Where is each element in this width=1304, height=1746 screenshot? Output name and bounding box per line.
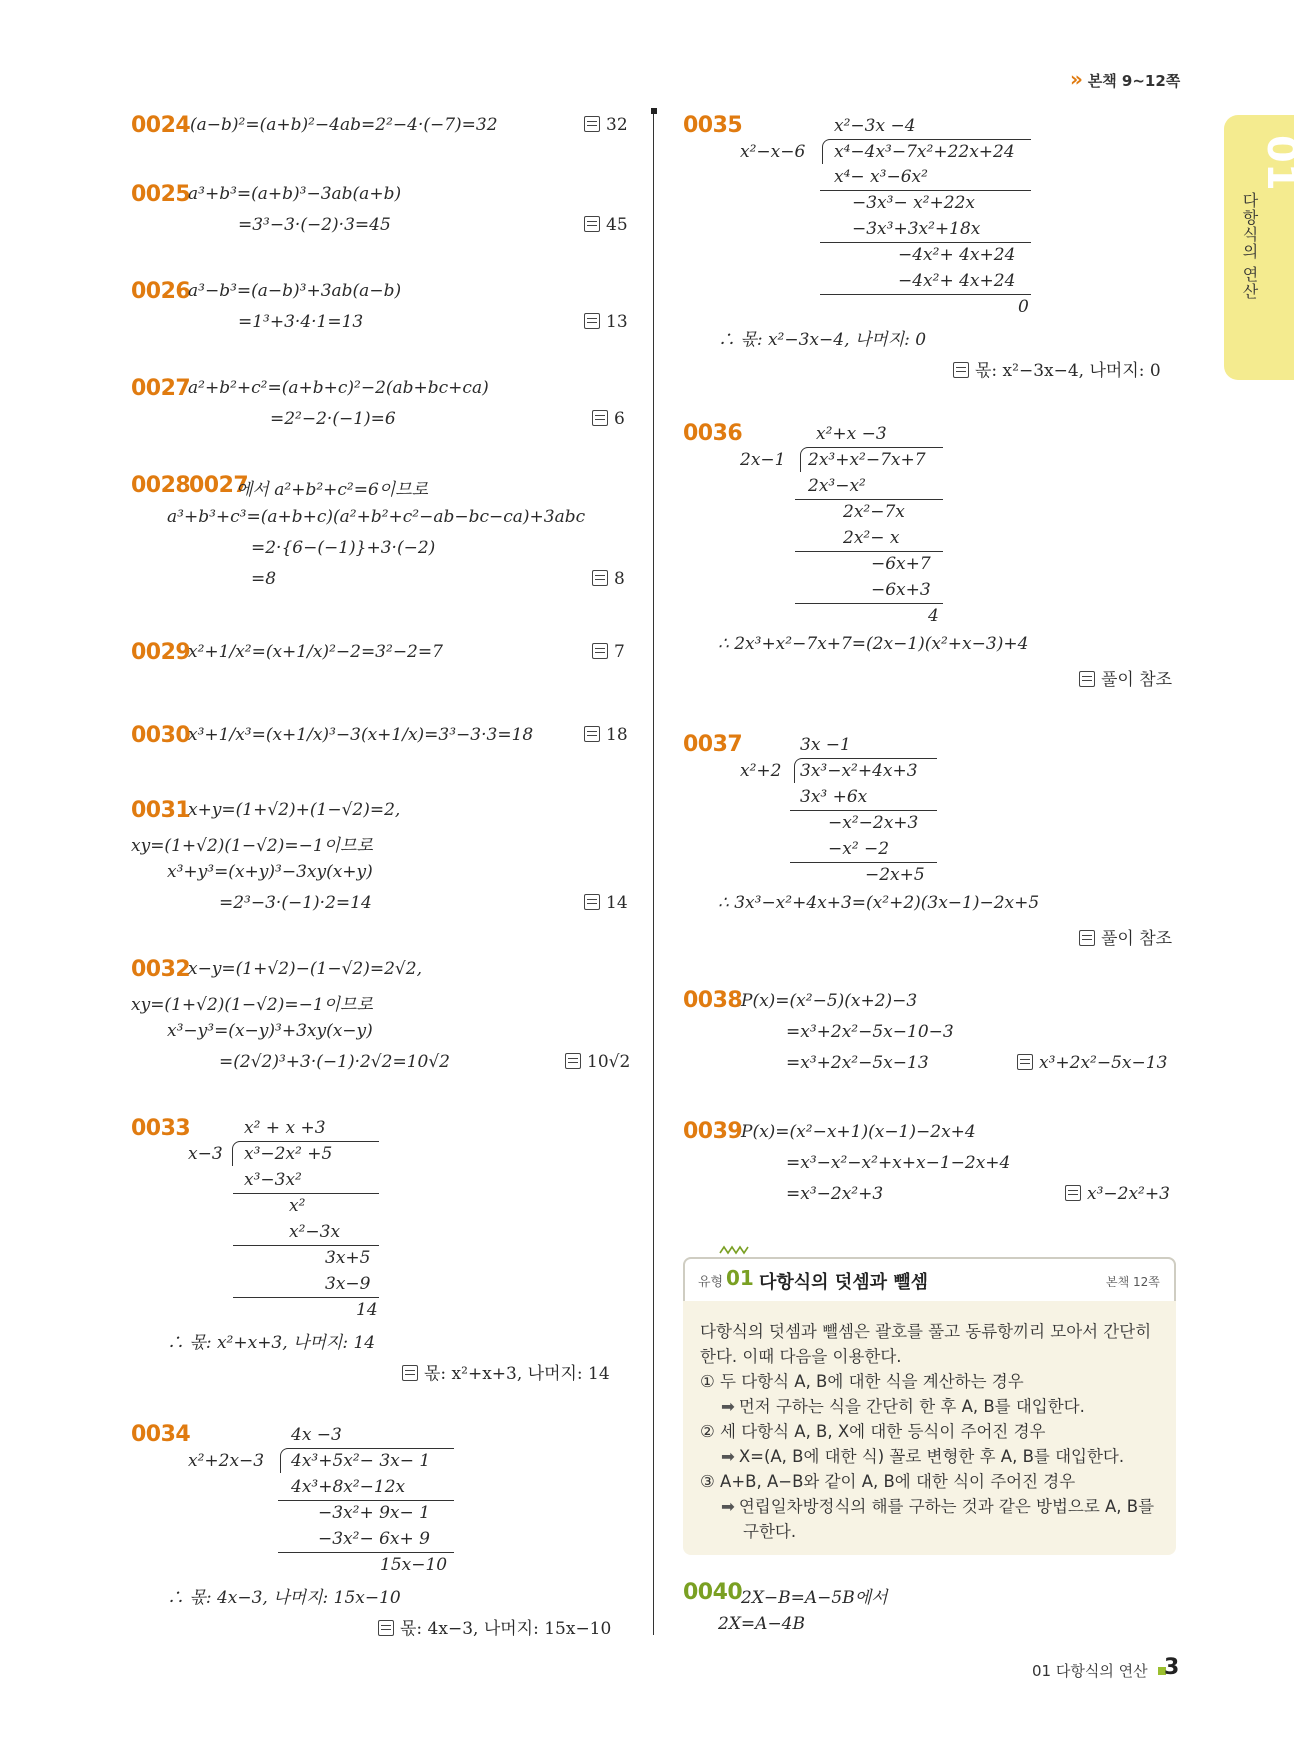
type-text: 한다. 이때 다음을 이용한다. [700, 1347, 902, 1366]
division-step: x³−3x² [244, 1170, 302, 1190]
answer-value: 풀이 참조 [1101, 670, 1173, 690]
right-arrow-icon: ➡ [721, 1397, 735, 1416]
answer-value: 풀이 참조 [1101, 929, 1173, 949]
division-step: −3x²+ 9x− 1 [318, 1503, 430, 1523]
answer-value: 10√2 [587, 1052, 631, 1072]
division-step: 2x³−x² [808, 476, 866, 496]
type-text-indented [721, 1393, 1085, 1417]
division-step: −3x²− 6x+ 9 [318, 1529, 430, 1549]
division-rule [830, 139, 1031, 140]
dividend: 3x³−x²+4x+3 [800, 761, 918, 781]
solution-line: =2·{6−(−1)}+3·(−2) [251, 538, 436, 558]
answer-icon [565, 1053, 581, 1069]
division-step: −x² −2 [828, 839, 890, 859]
column-divider [653, 110, 654, 1635]
division-step: −6x+3 [871, 580, 931, 600]
conclusion: ∴ 몫: 4x−3, 나머지: 15x−10 [167, 1588, 401, 1608]
division-rule [278, 1500, 454, 1501]
answer-value: 32 [606, 115, 628, 135]
problem-number: 0037 [683, 732, 743, 757]
solution-line: xy=(1+√2)(1−√2)=−1이므로 [131, 995, 373, 1015]
problem-number: 0025 [131, 182, 191, 207]
problem-number: 0024 [131, 113, 191, 138]
chapter-tab-title: 다항식의 연산 [1240, 192, 1259, 301]
division-step: x²−3x [289, 1222, 341, 1242]
division-step: 2x²−7x [843, 502, 905, 522]
division-step: −3x³− x²+22x [852, 193, 975, 213]
solution-line: P(x)=(x²−x+1)(x−1)−2x+4 [741, 1122, 976, 1142]
divisor: x²+2 [740, 761, 782, 781]
solution-line: =2²−2·(−1)=6 [270, 409, 396, 429]
division-step: −6x+7 [871, 554, 931, 574]
footer-chapter [1032, 1660, 1172, 1681]
type-number: 01 [726, 1266, 754, 1290]
solution-line: a³−b³=(a−b)³+3ab(a−b) [188, 281, 402, 301]
page-reference-text: 본책 9~12쪽 [1087, 72, 1181, 90]
answer [584, 725, 628, 745]
solution-line: =x³−x²−x²+x+x−1−2x+4 [786, 1153, 1011, 1173]
division-bracket [232, 1141, 241, 1166]
answer-icon [378, 1620, 394, 1636]
solution-line: =3³−3·(−2)·3=45 [238, 215, 391, 235]
answer [592, 409, 625, 429]
solution-line: 2X−B=A−5B에서 [741, 1588, 888, 1608]
remainder: 4 [928, 606, 939, 626]
answer [584, 893, 628, 913]
solution-line: a³+b³+c³=(a+b+c)(a²+b²+c²−ab−bc−ca)+3abc [167, 507, 586, 527]
division-rule [795, 499, 943, 500]
division-rule [233, 1297, 379, 1298]
type-text: 연립일차방정식의 해를 구하는 것과 같은 방법으로 A, B를 [738, 1497, 1155, 1516]
division-step: −4x²+ 4x+24 [898, 245, 1016, 265]
solution-line: =2³−3·(−1)·2=14 [219, 893, 372, 913]
answer-icon [402, 1365, 418, 1381]
type-text-indented [721, 1493, 1154, 1517]
answer-icon [953, 362, 969, 378]
division-rule [233, 1245, 379, 1246]
quotient: x²−3x −4 [834, 116, 916, 136]
solution-line: xy=(1+√2)(1−√2)=−1이므로 [131, 836, 373, 856]
division-rule [820, 294, 1031, 295]
answer-icon [584, 894, 600, 910]
quotient: x²+x −3 [816, 424, 887, 444]
answer [1079, 665, 1172, 690]
answer-icon [584, 726, 600, 742]
footer-chapter-text: 01 다항식의 연산 [1032, 1662, 1148, 1680]
division-rule [790, 862, 937, 863]
conclusion: ∴ 몫: x²−3x−4, 나머지: 0 [718, 330, 927, 350]
problem-number: 0029 [131, 640, 191, 665]
answer-icon [592, 410, 608, 426]
type-box-header [683, 1257, 1176, 1301]
answer [584, 312, 628, 332]
answer-icon [1079, 671, 1095, 687]
answer-value: 6 [614, 409, 625, 429]
conclusion: ∴ 2x³+x²−7x+7=(2x−1)(x²+x−3)+4 [718, 634, 1029, 654]
quotient: 4x −3 [291, 1425, 342, 1445]
problem-reference: 0027 [189, 473, 249, 498]
quotient: x² + x +3 [244, 1118, 326, 1138]
solution-line: x+y=(1+√2)+(1−√2)=2, [188, 800, 401, 820]
problem-number: 0034 [131, 1422, 191, 1447]
type-text: X=(A, B에 대한 식) 꼴로 변형한 후 A, B를 대입한다. [738, 1447, 1125, 1466]
division-step: −3x³+3x²+18x [852, 219, 981, 239]
quotient: 3x −1 [800, 735, 851, 755]
solution-line: x²+1/x²=(x+1/x)²−2=3²−2=7 [188, 642, 443, 662]
division-step: 3x³ +6x [800, 787, 868, 807]
solution-line: =(2√2)³+3·(−1)·2√2=10√2 [219, 1052, 450, 1072]
answer [1065, 1184, 1170, 1204]
answer-icon [1065, 1185, 1081, 1201]
division-step: 3x−9 [325, 1274, 371, 1294]
type-text: ③ A+B, A−B와 같이 A, B에 대한 식이 주어진 경우 [700, 1472, 1076, 1491]
answer-value: 14 [606, 893, 628, 913]
problem-number: 0032 [131, 957, 191, 982]
answer-value: 7 [614, 642, 625, 662]
type-text: 먼저 구하는 식을 간단히 한 후 A, B를 대입한다. [738, 1397, 1085, 1416]
division-rule [240, 1141, 379, 1142]
answer-icon [584, 216, 600, 232]
remainder: 0 [1018, 297, 1029, 317]
type-title: 다항식의 덧셈과 뺄셈 [759, 1272, 929, 1293]
division-step: x⁴− x³−6x² [834, 167, 928, 187]
answer-icon [584, 116, 600, 132]
division-step: x² [289, 1196, 306, 1216]
answer [1079, 924, 1172, 949]
problem-number: 0040 [683, 1580, 743, 1605]
answer [1017, 1053, 1167, 1073]
chapter-tab-number: 01 [1258, 135, 1304, 191]
answer [378, 1614, 611, 1639]
solution-line: =x³+2x²−5x−10−3 [786, 1022, 954, 1042]
problem-number: 0033 [131, 1116, 191, 1141]
column-divider-cap [651, 108, 657, 114]
problem-number: 0038 [683, 988, 743, 1013]
division-rule [790, 810, 937, 811]
answer [565, 1052, 630, 1072]
division-step: 2x²− x [843, 528, 900, 548]
type-text: 구한다. [743, 1522, 797, 1541]
division-bracket [822, 139, 831, 164]
problem-number: 0031 [131, 798, 191, 823]
type-label: 유형 [698, 1275, 724, 1290]
division-rule [795, 551, 943, 552]
conclusion: ∴ 몫: x²+x+3, 나머지: 14 [167, 1333, 376, 1353]
double-chevron-icon: » [1070, 67, 1083, 91]
answer [584, 115, 628, 135]
answer-value: 18 [606, 725, 628, 745]
page-reference [1070, 67, 1180, 91]
answer-value: 13 [606, 312, 628, 332]
solution-line: =x³−2x²+3 [786, 1184, 884, 1204]
remainder: 15x−10 [380, 1555, 448, 1575]
problem-number: 0028 [131, 473, 191, 498]
type-reference: 본책 12쪽 [1106, 1275, 1160, 1289]
solution-line: (a−b)²=(a+b)²−4ab=2²−4·(−7)=32 [190, 115, 498, 135]
solution-line: x−y=(1+√2)−(1−√2)=2√2, [188, 959, 422, 979]
answer-value: 8 [614, 569, 625, 589]
type-text: ② 세 다항식 A, B, X에 대한 등식이 주어진 경우 [700, 1422, 1046, 1441]
solution-line: P(x)=(x²−5)(x+2)−3 [741, 991, 918, 1011]
remainder: −2x+5 [865, 865, 925, 885]
divisor: x−3 [188, 1144, 223, 1164]
answer-icon [592, 643, 608, 659]
remainder: 14 [356, 1300, 378, 1320]
division-rule [288, 1448, 454, 1449]
division-rule [278, 1552, 454, 1553]
solution-line: 2X=A−4B [718, 1614, 805, 1634]
solution-line: x³+y³=(x+y)³−3xy(x+y) [167, 862, 373, 882]
division-rule [802, 758, 937, 759]
dividend: x⁴−4x³−7x²+22x+24 [834, 142, 1015, 162]
divisor: x²−x−6 [740, 142, 806, 162]
type-text: 다항식의 덧셈과 뺄셈은 괄호를 풀고 동류항끼리 모아서 간단히 [700, 1322, 1152, 1341]
division-step: −x²−2x+3 [828, 813, 919, 833]
division-step: 3x+5 [325, 1248, 371, 1268]
answer [592, 642, 625, 662]
problem-number: 0036 [683, 421, 743, 446]
division-rule [820, 190, 1031, 191]
problem-number: 0039 [683, 1119, 743, 1144]
division-rule [233, 1193, 379, 1194]
dividend: 2x³+x²−7x+7 [808, 450, 926, 470]
right-arrow-icon: ➡ [721, 1497, 735, 1516]
answer-icon [584, 313, 600, 329]
answer [592, 569, 625, 589]
answer-value: x³+2x²−5x−13 [1039, 1053, 1168, 1073]
division-rule [820, 242, 1031, 243]
answer-value: 몫: x²−3x−4, 나머지: 0 [975, 361, 1161, 381]
solution-line: x³+1/x³=(x+1/x)³−3(x+1/x)=3³−3·3=18 [188, 725, 534, 745]
type-text-indented [721, 1443, 1124, 1467]
solution-line: x³−y³=(x−y)³+3xy(x−y) [167, 1021, 373, 1041]
problem-number: 0030 [131, 723, 191, 748]
dividend: 4x³+5x²− 3x− 1 [291, 1451, 431, 1471]
zigzag-icon [720, 1245, 748, 1255]
answer-icon [1079, 930, 1095, 946]
solution-line: =8 [251, 569, 277, 589]
divisor: x²+2x−3 [188, 1451, 265, 1471]
solution-line: =x³+2x²−5x−13 [786, 1053, 929, 1073]
solution-line: a²+b²+c²=(a+b+c)²−2(ab+bc+ca) [188, 378, 489, 398]
answer [953, 356, 1161, 381]
answer-icon [1017, 1054, 1033, 1070]
right-arrow-icon: ➡ [721, 1447, 735, 1466]
answer [584, 215, 628, 235]
problem-number: 0027 [131, 376, 191, 401]
problem-number: 0026 [131, 279, 191, 304]
type-text: ① 두 다항식 A, B에 대한 식을 계산하는 경우 [700, 1372, 1024, 1391]
answer-value: 몫: 4x−3, 나머지: 15x−10 [400, 1619, 612, 1639]
division-rule [795, 603, 943, 604]
answer-value: x³−2x²+3 [1087, 1184, 1170, 1204]
solution-line: a³+b³=(a+b)³−3ab(a+b) [188, 184, 402, 204]
division-step: −4x²+ 4x+24 [898, 271, 1016, 291]
divisor: 2x−1 [740, 450, 786, 470]
conclusion: ∴ 3x³−x²+4x+3=(x²+2)(3x−1)−2x+5 [718, 893, 1040, 913]
solution-line: =1³+3·4·1=13 [238, 312, 364, 332]
dividend: x³−2x² +5 [244, 1144, 333, 1164]
answer [402, 1359, 610, 1384]
answer-value: 45 [606, 215, 628, 235]
division-step: 4x³+8x²−12x [291, 1477, 406, 1497]
problem-number: 0035 [683, 113, 743, 138]
answer-icon [592, 570, 608, 586]
solution-line: 에서 a²+b²+c²=6이므로 [236, 480, 429, 500]
division-bracket [280, 1448, 289, 1473]
division-rule [808, 447, 943, 448]
page-number: 3 [1164, 1655, 1180, 1680]
answer-value: 몫: x²+x+3, 나머지: 14 [424, 1364, 610, 1384]
